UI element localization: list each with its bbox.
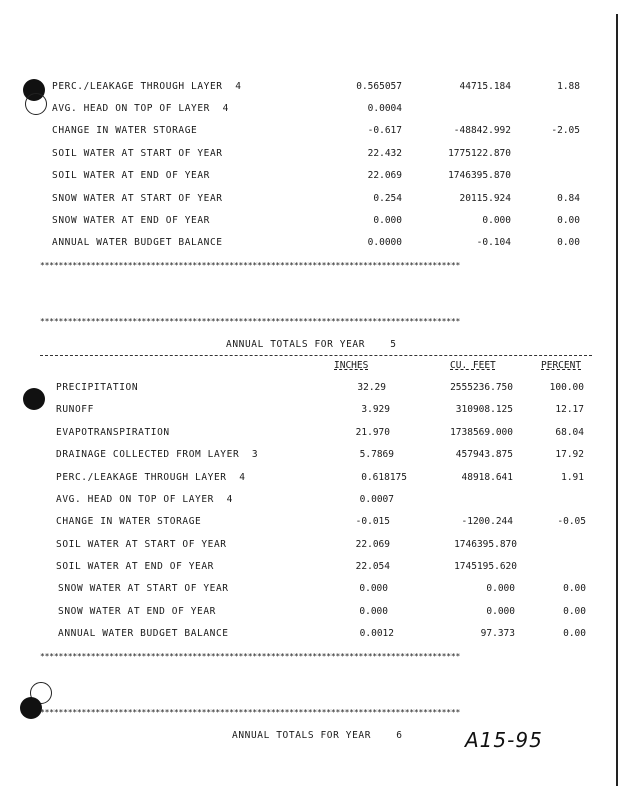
- row-cuft: 97.373: [480, 628, 515, 639]
- row-label: DRAINAGE COLLECTED FROM LAYER 3: [56, 449, 259, 460]
- row-cuft: 457943.875: [455, 449, 513, 460]
- row-cuft: -48842.992: [453, 125, 511, 136]
- row-inches: 3.929: [361, 404, 390, 415]
- table-row: [0, 236, 641, 250]
- table-row: [0, 169, 641, 183]
- row-cuft: 48918.641: [461, 472, 513, 483]
- row-cuft: -0.104: [476, 237, 511, 248]
- column-header-inches: INCHES: [334, 360, 369, 371]
- row-inches: 21.970: [355, 427, 390, 438]
- row-label: ANNUAL WATER BUDGET BALANCE: [52, 237, 223, 248]
- row-cuft: 1738569.000: [450, 427, 513, 438]
- row-percent: 12.17: [555, 404, 584, 415]
- row-percent: 0.00: [563, 606, 586, 617]
- row-inches: 0.618175: [361, 472, 407, 483]
- row-label: RUNOFF: [56, 404, 94, 415]
- row-inches: 5.7869: [359, 449, 394, 460]
- row-label: SOIL WATER AT END OF YEAR: [52, 170, 210, 181]
- row-inches: 22.069: [367, 170, 402, 181]
- row-label: CHANGE IN WATER STORAGE: [56, 516, 202, 527]
- row-percent: 0.84: [557, 193, 580, 204]
- table-row: [0, 80, 641, 94]
- table-row: [0, 214, 641, 228]
- row-inches: -0.015: [355, 516, 390, 527]
- dashed-rule: [40, 355, 592, 356]
- star-separator: *******************************************************************************************: [40, 317, 461, 326]
- row-percent: 0.00: [563, 583, 586, 594]
- section-title: ANNUAL TOTALS FOR YEAR 5: [226, 339, 397, 350]
- row-inches: 0.000: [359, 583, 388, 594]
- row-label: SNOW WATER AT END OF YEAR: [58, 606, 216, 617]
- row-cuft: 1745195.620: [454, 561, 517, 572]
- row-label: SOIL WATER AT END OF YEAR: [56, 561, 214, 572]
- row-cuft: 44715.184: [459, 81, 511, 92]
- table-row: [0, 192, 641, 206]
- table-row: [0, 605, 641, 619]
- row-label: AVG. HEAD ON TOP OF LAYER 4: [52, 103, 229, 114]
- row-label: SOIL WATER AT START OF YEAR: [52, 148, 223, 159]
- table-row: [0, 102, 641, 116]
- row-inches: 0.000: [373, 215, 402, 226]
- table-row: [0, 403, 641, 417]
- row-percent: 0.00: [557, 215, 580, 226]
- row-label: PRECIPITATION: [56, 382, 139, 393]
- row-inches: 22.054: [355, 561, 390, 572]
- section-title-year-6: ANNUAL TOTALS FOR YEAR 6: [232, 730, 403, 741]
- table-row: [0, 381, 641, 395]
- row-inches: 22.432: [367, 148, 402, 159]
- row-label: SNOW WATER AT END OF YEAR: [52, 215, 210, 226]
- row-percent: 0.00: [557, 237, 580, 248]
- row-percent: -2.05: [551, 125, 580, 136]
- row-inches: 0.0004: [367, 103, 402, 114]
- row-percent: 1.88: [557, 81, 580, 92]
- star-separator: *******************************************************************************************: [40, 261, 461, 270]
- row-inches: -0.617: [367, 125, 402, 136]
- table-row: [0, 538, 641, 552]
- row-label: SOIL WATER AT START OF YEAR: [56, 539, 227, 550]
- star-separator: *******************************************************************************************: [40, 708, 461, 717]
- row-percent: 17.92: [555, 449, 584, 460]
- row-inches: 22.069: [355, 539, 390, 550]
- row-cuft: 1746395.870: [454, 539, 517, 550]
- table-row: [0, 560, 641, 574]
- table-row: [0, 147, 641, 161]
- row-cuft: -1200.244: [461, 516, 513, 527]
- row-percent: 0.00: [563, 628, 586, 639]
- column-header-cuft: CU. FEET: [450, 360, 496, 371]
- row-cuft: 0.000: [482, 215, 511, 226]
- row-cuft: 1746395.870: [448, 170, 511, 181]
- row-cuft: 0.000: [486, 583, 515, 594]
- row-percent: -0.05: [557, 516, 586, 527]
- row-inches: 32.29: [357, 382, 386, 393]
- row-label: CHANGE IN WATER STORAGE: [52, 125, 198, 136]
- row-inches: 0.254: [373, 193, 402, 204]
- row-label: EVAPOTRANSPIRATION: [56, 427, 170, 438]
- table-row: [0, 471, 641, 485]
- row-inches: 0.000: [359, 606, 388, 617]
- table-row: [0, 124, 641, 138]
- star-separator: *******************************************************************************************: [40, 652, 461, 661]
- row-label: PERC./LEAKAGE THROUGH LAYER 4: [52, 81, 242, 92]
- row-cuft: 20115.924: [459, 193, 511, 204]
- row-label: PERC./LEAKAGE THROUGH LAYER 4: [56, 472, 246, 483]
- row-inches: 0.0000: [367, 237, 402, 248]
- row-percent: 68.04: [555, 427, 584, 438]
- table-row: [0, 493, 641, 507]
- row-cuft: 2555236.750: [450, 382, 513, 393]
- table-row: [0, 448, 641, 462]
- row-cuft: 1775122.870: [448, 148, 511, 159]
- row-inches: 0.0007: [359, 494, 394, 505]
- row-label: AVG. HEAD ON TOP OF LAYER 4: [56, 494, 233, 505]
- row-inches: 0.0012: [359, 628, 394, 639]
- row-cuft: 310908.125: [455, 404, 513, 415]
- row-percent: 100.00: [549, 382, 584, 393]
- row-label: SNOW WATER AT START OF YEAR: [58, 583, 229, 594]
- punch-hole-3: [20, 697, 42, 719]
- table-row: [0, 627, 641, 641]
- row-label: SNOW WATER AT START OF YEAR: [52, 193, 223, 204]
- row-cuft: 0.000: [486, 606, 515, 617]
- row-label: ANNUAL WATER BUDGET BALANCE: [58, 628, 229, 639]
- handwritten-note: A15-95: [465, 728, 543, 752]
- table-row: [0, 426, 641, 440]
- row-percent: 1.91: [561, 472, 584, 483]
- row-inches: 0.565057: [356, 81, 402, 92]
- column-header-percent: PERCENT: [541, 360, 582, 371]
- table-row: [0, 582, 641, 596]
- table-row: [0, 515, 641, 529]
